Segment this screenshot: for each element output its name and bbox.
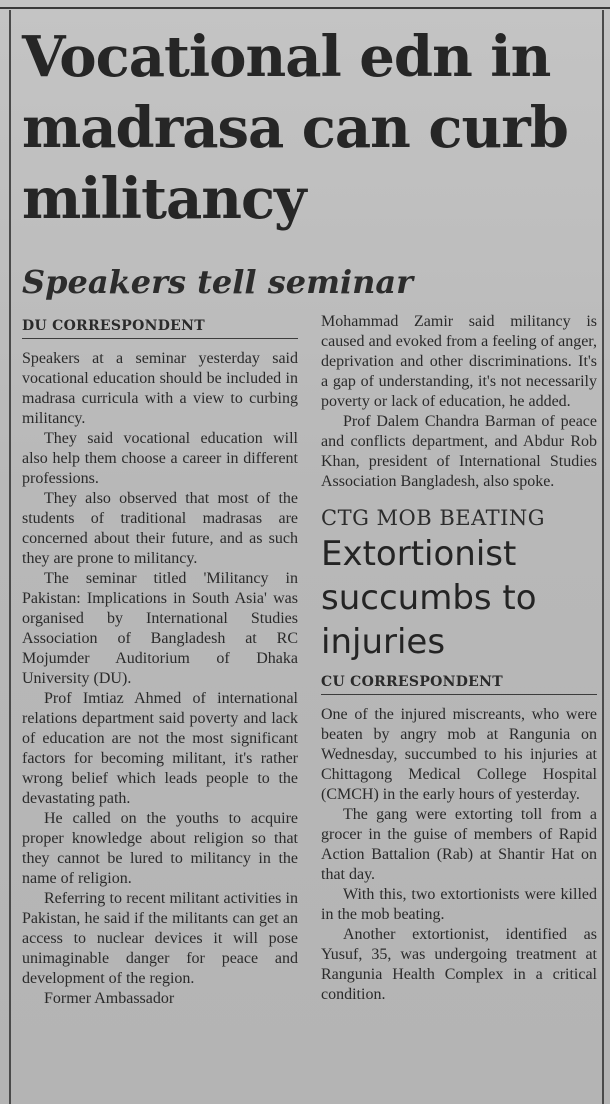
article-paragraph: Speakers at a seminar yesterday said vocational education should be included in madrasa curricula with a view to curbing militancy. [22,350,298,427]
article-paragraph: They also observed that most of the students of traditional madrasas are concerned about their future, and as such they are prone to militancy. [22,490,298,567]
article-paragraph: He called on the youths to acquire proper knowledge about religion so that they cannot be lured to militancy in the name of religion. [22,810,298,887]
second-byline: CU CORRESPONDENT [321,674,597,695]
article-paragraph: Referring to recent militant activities in Pakistan, he said if the militants can get an access to nuclear devices it will pose unimaginable danger for peace and development of the region. [22,890,298,987]
article-continuation: Prof Dalem Chandra Barman of peace and conflicts department, and Abdur Rob Khan, president of International Studies Association Bangladesh, also spoke. [321,413,597,490]
article-paragraph: Prof Imtiaz Ahmed of international relations department said poverty and lack of education are not the most significant factors for becoming militant, it's rather wrong belief which leads people to the devastating path. [22,690,298,807]
right-column [321,312,597,1005]
top-rule [0,7,610,9]
right-rule [602,10,604,1104]
article2-paragraph: Another extortionist, identified as Yusuf, 35, was undergoing treatment at Rangunia Health Complex in a critical condition. [321,926,597,1003]
article-continuation: Mohammad Zamir said militancy is caused and evoked from a feeling of anger, deprivation and other discriminations. It's a gap of understanding, it's not necessarily poverty or lack of education, he added. [321,313,597,410]
subheadline: Speakers tell seminar [22,263,413,301]
kicker: CTG MOB BEATING [321,506,546,530]
article-paragraph: Former Ambassador [44,990,175,1007]
second-headline: Extortionist succumbs to injuries [321,534,537,662]
left-column [22,318,298,1009]
article-paragraph: They said vocational education will also help them choose a career in different professions. [22,430,298,487]
left-rule [9,10,11,1104]
article2-paragraph: With this, two extortionists were killed in the mob beating. [321,886,597,923]
article-paragraph: The seminar titled 'Militancy in Pakistan: Implications in South Asia' was organised by International Studies Association of Bangladesh at RC Mojumder Auditorium of Dhaka University (DU). [22,570,298,687]
byline: DU CORRESPONDENT [22,318,298,339]
main-headline: Vocational edn in madrasa can curb militancy [22,24,568,232]
article2-paragraph: The gang were extorting toll from a grocer in the guise of members of Rapid Action Battalion (Rab) at Shantir Hat on that day. [321,806,597,883]
article2-paragraph: One of the injured miscreants, who were beaten by angry mob at Rangunia on Wednesday, succumbed to his injuries at Chittagong Medical College Hospital (CMCH) in the early hours of yesterday. [321,706,597,803]
